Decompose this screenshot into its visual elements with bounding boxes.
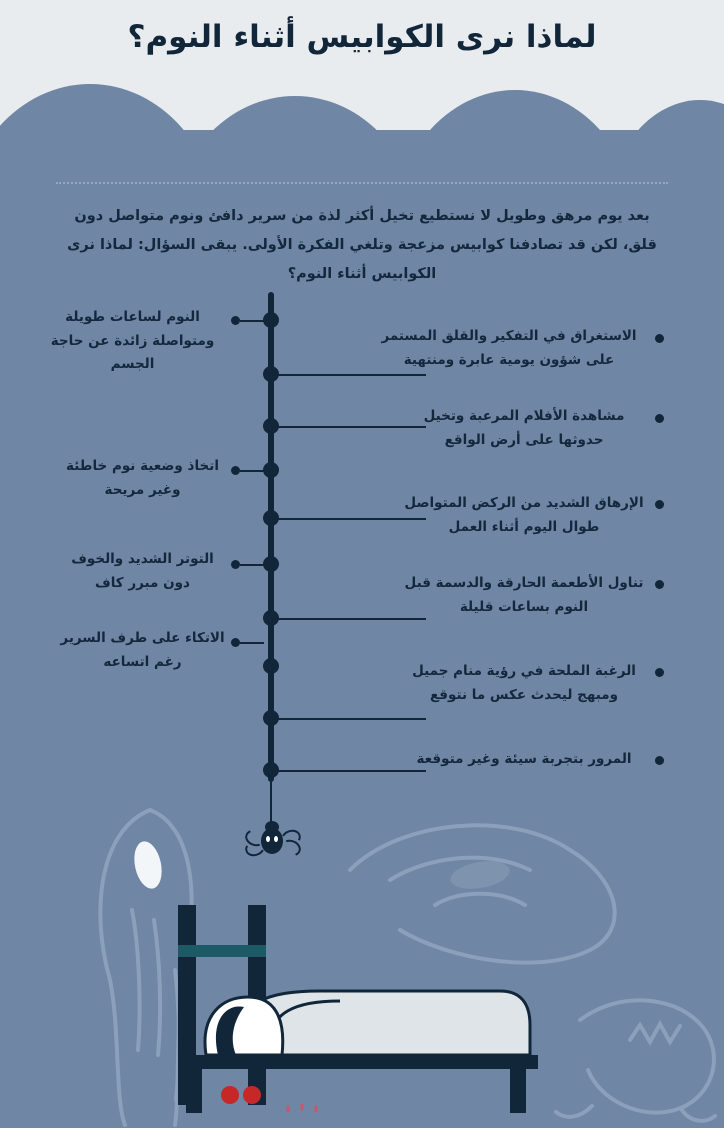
timeline-label-right: مشاهدة الأفلام المرعبة وتخيل حدوثها على أرض الواقع [423, 408, 625, 448]
timeline-bullet [655, 580, 664, 589]
intro-paragraph: بعد يوم مرهق وطويل لا نستطيع تخيل أكثر لذة من سرير دافئ ونوم متواصل دون قلق، لكن قد تصادفنا كوابيس مزعجة وتلغي الفكرة الأولى. يبقى السؤال: لماذا نرى الكوابيس أثناء النوم؟ [67, 208, 657, 282]
timeline-bullet [231, 466, 240, 475]
timeline-node [263, 556, 279, 572]
timeline-bullet [655, 500, 664, 509]
timeline-label-right: الرغبة الملحة في رؤية منام جميل ومبهج ليحدث عكس ما نتوقع [412, 663, 636, 703]
timeline-label-right: الاستغراق في التفكير والقلق المستمر على شؤون يومية عابرة ومنتهية [381, 328, 637, 368]
timeline-label-right: الإرهاق الشديد من الركض المتواصل طوال اليوم أثناء العمل [404, 495, 644, 535]
timeline-bullet [655, 414, 664, 423]
timeline-connector [278, 374, 426, 376]
timeline-label-left: اتخاذ وضعية نوم خاطئة وغير مريحة [66, 458, 219, 498]
dotted-divider [56, 182, 668, 184]
timeline-connector [240, 320, 264, 322]
timeline-label-right: تناول الأطعمة الحارقة والدسمة قبل النوم بساعات قليلة [404, 575, 644, 615]
timeline-connector [240, 642, 264, 644]
timeline-bullet [231, 560, 240, 569]
timeline-label-right: المرور بتجربة سيئة وغير متوقعة [416, 751, 632, 767]
timeline-label-left: الاتكاء على طرف السرير رغم اتساعه [60, 630, 225, 670]
bed-illustration [170, 905, 550, 1115]
timeline-bullet [231, 638, 240, 647]
spider-icon [243, 816, 299, 866]
timeline-bullet [231, 316, 240, 325]
timeline-node [263, 312, 279, 328]
timeline-node [263, 366, 279, 382]
timeline-node [263, 610, 279, 626]
timeline-label-left: التوتر الشديد والخوف دون مبرر كاف [71, 551, 214, 591]
page-title: لماذا نرى الكوابيس أثناء النوم؟ [127, 19, 597, 55]
timeline-node [263, 710, 279, 726]
timeline-node [263, 762, 279, 778]
timeline-bullet [655, 334, 664, 343]
timeline-connector [278, 718, 426, 720]
timeline-node [263, 510, 279, 526]
timeline-bullet [655, 756, 664, 765]
timeline-node [263, 418, 279, 434]
timeline-node [263, 462, 279, 478]
timeline-bullet [655, 668, 664, 677]
timeline-node [263, 658, 279, 674]
timeline-label-left: النوم لساعات طويلة ومتواصلة زائدة عن حاجة الجسم [50, 309, 215, 373]
timeline-connector [240, 564, 264, 566]
timeline-connector [240, 470, 264, 472]
